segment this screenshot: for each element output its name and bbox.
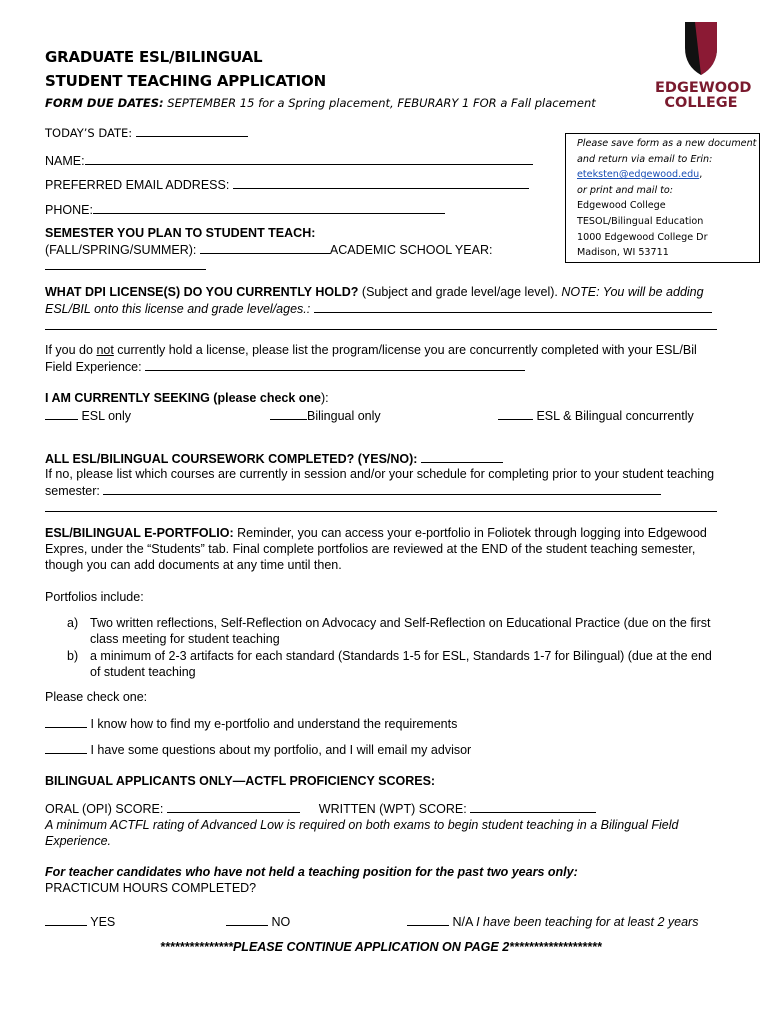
- written-score-label: WRITTEN (WPT) SCORE:: [318, 802, 467, 816]
- box-line1: Please save form as a new document: [577, 138, 757, 149]
- coursework-yes-no-field[interactable]: [421, 451, 503, 463]
- practicum-yes-option: [45, 914, 115, 929]
- box-addr3: 1000 Edgewood College Dr: [577, 231, 708, 243]
- coursework-line1: If no, please list which courses are currently in session and/or your schedule for completing prior to your student teaching: [45, 467, 715, 481]
- seeking-bilingual-option: [270, 408, 381, 423]
- email-link[interactable]: eteksten@edgewood.edu: [577, 169, 700, 181]
- continue-text: PLEASE CONTINUE APPLICATION ON PAGE 2: [232, 940, 510, 954]
- practicum-heading: For teacher candidates who have not held a teaching position for the past two years only:: [45, 865, 578, 879]
- portfolio-check2-label: I have some questions about my portfolio, and I will email my advisor: [87, 743, 472, 757]
- stars-right: *******************: [509, 940, 602, 954]
- portfolio-text: Reminder, you can access your e-portfolio in Foliotek through logging into Edgewood Expres, under the “Students” tab. Final complete portfolios are reviewed at the END of the student teaching semester, though you can add documents at any time until then.: [45, 526, 707, 572]
- dpi-heading: WHAT DPI LICENSE(S) DO YOU CURRENTLY HOLD?: [45, 285, 359, 299]
- box-line4: or print and mail to:: [577, 184, 674, 196]
- written-score-field[interactable]: [470, 801, 596, 813]
- coursework-heading: ALL ESL/BILINGUAL COURSEWORK COMPLETED? (YES/NO):: [45, 452, 418, 466]
- seeking-heading-end: ):: [321, 391, 329, 405]
- name-field[interactable]: [85, 153, 533, 165]
- seeking-heading: I AM CURRENTLY SEEKING (please check one: [45, 391, 322, 405]
- practicum-na-check[interactable]: [407, 914, 449, 926]
- concurrent-not: not: [96, 343, 114, 357]
- practicum-no-check[interactable]: [226, 914, 268, 926]
- semester-schedule-label: semester:: [45, 484, 100, 498]
- todays-date-field[interactable]: [136, 125, 248, 137]
- item-b-text: a minimum of 2-3 artifacts for each standard (Standards 1-5 for ESL, Standards 1-7 for Bilingual) (due at the end of student teaching: [90, 649, 712, 679]
- email-row: [45, 177, 529, 192]
- dpi-note2: ESL/BIL onto this license and grade level/ages.:: [45, 302, 311, 316]
- concurrent-pre: If you do: [45, 343, 97, 357]
- seeking-both-option: [498, 408, 694, 423]
- coursework-field-line2[interactable]: [45, 511, 717, 512]
- dpi-row2: [45, 301, 712, 316]
- shield-icon: [655, 18, 747, 78]
- concurrent-post: currently hold a license, please list the program/license you are concurrently completed with your ESL/Bil: [113, 343, 697, 357]
- name-row: [45, 153, 533, 168]
- practicum-na-option: [407, 914, 698, 929]
- semester-heading: SEMESTER YOU PLAN TO STUDENT TEACH:: [45, 226, 316, 240]
- dpi-field-line2[interactable]: [45, 329, 717, 330]
- logo-line1: EDGEWOOD: [655, 80, 752, 96]
- continue-notice: [160, 940, 602, 954]
- seeking-heading-row: [45, 391, 329, 405]
- stars-left: ***************: [160, 940, 233, 954]
- actfl-scores-row: [45, 801, 596, 816]
- box-addr4: Madison, WI 53711: [577, 247, 669, 259]
- concurrent-line1: [45, 343, 697, 357]
- coursework-line2: [45, 483, 661, 498]
- practicum-na-label: N/A: [449, 915, 477, 929]
- portfolio-check1[interactable]: [45, 716, 87, 728]
- item-b-marker: b): [67, 649, 79, 663]
- form-title-line2: STUDENT TEACHING APPLICATION: [45, 72, 326, 90]
- box-addr1: Edgewood College: [577, 200, 666, 212]
- practicum-no-option: [226, 914, 290, 929]
- academic-year-label: ACADEMIC SCHOOL YEAR:: [329, 243, 493, 257]
- portfolio-check1-label: I know how to find my e-portfolio and understand the requirements: [87, 717, 458, 731]
- email-suffix: ,: [699, 169, 703, 181]
- todays-date-row: [45, 125, 248, 140]
- both-label: ESL & Bilingual concurrently: [533, 409, 694, 423]
- seeking-esl-option: [45, 408, 131, 423]
- edgewood-logo: [655, 18, 752, 111]
- name-label: NAME:: [45, 154, 85, 168]
- logo-line2: COLLEGE: [664, 95, 738, 111]
- phone-field[interactable]: [93, 202, 445, 214]
- field-experience-field[interactable]: [145, 359, 525, 371]
- dpi-question: [45, 285, 704, 299]
- box-addr2: TESOL/Bilingual Education: [577, 215, 704, 227]
- actfl-note: A minimum ACTFL rating of Advanced Low is required on both exams to begin student teaching in a Bilingual Field Experience.: [45, 818, 679, 848]
- portfolio-paragraph: [45, 525, 725, 573]
- due-dates: [45, 96, 596, 110]
- esl-only-check[interactable]: [45, 408, 78, 420]
- dpi-sub: (Subject and grade level/age level).: [358, 285, 562, 299]
- field-experience-label: Field Experience:: [45, 360, 142, 374]
- return-instructions-box: [565, 133, 760, 263]
- item-a-text: Two written reflections, Self-Reflection on Advocacy and Self-Reflection on Educational Practice (due on the first class meeting for student teaching: [90, 616, 711, 646]
- coursework-heading-row: [45, 451, 503, 466]
- email-field[interactable]: [233, 177, 529, 189]
- due-dates-label: FORM DUE DATES:: [45, 96, 164, 110]
- portfolio-check1-row: [45, 716, 457, 731]
- semester-label: (FALL/SPRING/SUMMER):: [45, 243, 197, 257]
- bilingual-only-label: Bilingual only: [307, 409, 381, 423]
- practicum-question: PRACTICUM HOURS COMPLETED?: [45, 881, 257, 895]
- actfl-heading: BILINGUAL APPLICANTS ONLY—ACTFL PROFICIENCY SCORES:: [45, 774, 436, 788]
- phone-label: PHONE:: [45, 203, 93, 217]
- email-label: PREFERRED EMAIL ADDRESS:: [45, 178, 230, 192]
- portfolio-heading: ESL/BILINGUAL E-PORTFOLIO:: [45, 526, 234, 540]
- practicum-yes-check[interactable]: [45, 914, 87, 926]
- todays-date-label: TODAY’S DATE:: [45, 126, 133, 140]
- portfolio-includes: Portfolios include:: [45, 590, 144, 604]
- both-check[interactable]: [498, 408, 533, 420]
- item-a-marker: a): [67, 616, 79, 630]
- academic-year-row: [45, 258, 206, 273]
- portfolio-check2-row: [45, 742, 471, 757]
- box-line2: and return via email to Erin:: [577, 153, 713, 165]
- form-title-line1: GRADUATE ESL/BILINGUAL: [45, 48, 263, 66]
- practicum-yes-label: YES: [87, 915, 116, 929]
- concurrent-line2: [45, 359, 525, 374]
- due-dates-text: SEPTEMBER 15 for a Spring placement, FEBURARY 1 FOR a Fall placement: [163, 96, 596, 110]
- practicum-no-label: NO: [268, 915, 291, 929]
- practicum-na-note: I have been teaching for at least 2 years: [476, 915, 699, 929]
- phone-row: [45, 202, 445, 217]
- dpi-note: NOTE: You will be adding: [561, 285, 704, 299]
- dpi-field[interactable]: [314, 301, 712, 313]
- bilingual-only-check[interactable]: [270, 408, 307, 420]
- please-check-one: Please check one:: [45, 690, 148, 704]
- esl-only-label: ESL only: [78, 409, 132, 423]
- semester-row: [45, 242, 492, 257]
- semester-field[interactable]: [200, 242, 330, 254]
- oral-score-label: ORAL (OPI) SCORE:: [45, 802, 164, 816]
- portfolio-check2[interactable]: [45, 742, 87, 754]
- oral-score-field[interactable]: [167, 801, 300, 813]
- academic-year-field[interactable]: [45, 258, 206, 270]
- coursework-schedule-field[interactable]: [103, 483, 661, 495]
